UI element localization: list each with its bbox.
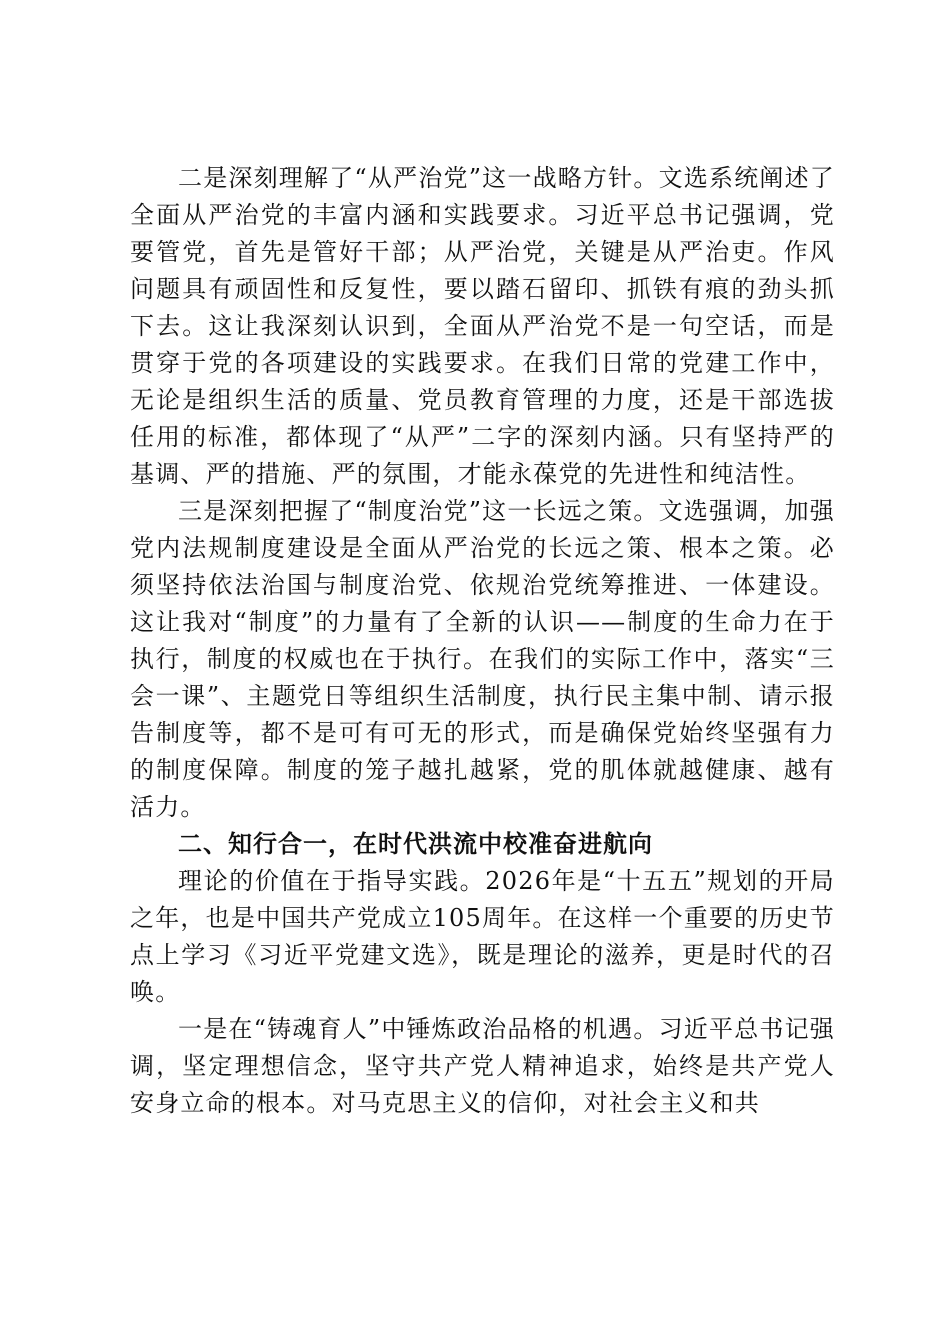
section-heading: 二、知行合一，在时代洪流中校准奋进航向 — [178, 830, 653, 858]
body-paragraph: 理论的价值在于指导实践。2026年是“十五五”规划的开局之年，也是中国共产党成立105周年。在这样一个重要的历史节点上学习《习近平党建文选》，既是理论的滋养，更是时代的召唤。 — [130, 867, 835, 1006]
body-paragraph: 一是在“铸魂育人”中锤炼政治品格的机遇。习近平总书记强调，坚定理想信念，坚守共产党人精神追求，始终是共产党人安身立命的根本。对马克思主义的信仰，对社会主义和共 — [130, 1015, 835, 1117]
body-paragraph: 三是深刻把握了“制度治党”这一长远之策。文选强调，加强党内法规制度建设是全面从严治党的长远之策、根本之策。必须坚持依法治国与制度治党、依规治党统筹推进、一体建设。这让我对“制度”的力量有了全新的认识——制度的生命力在于执行，制度的权威也在于执行。在我们的实际工作中，落实“三会一课”、主题党日等组织生活制度，执行民主集中制、请示报告制度等，都不是可有可无的形式，而是确保党始终坚强有力的制度保障。制度的笼子越扎越紧，党的肌体就越健康、越有活力。 — [130, 497, 835, 821]
document-page — [130, 160, 835, 1122]
body-paragraph: 二是深刻理解了“从严治党”这一战略方针。文选系统阐述了全面从严治党的丰富内涵和实践要求。习近平总书记强调，党要管党，首先是管好干部；从严治党，关键是从严治吏。作风问题具有顽固性和反复性，要以踏石留印、抓铁有痕的劲头抓下去。这让我深刻认识到，全面从严治党不是一句空话，而是贯穿于党的各项建设的实践要求。在我们日常的党建工作中，无论是组织生活的质量、党员教育管理的力度，还是干部选拔任用的标准，都体现了“从严”二字的深刻内涵。只有坚持严的基调、严的措施、严的氛围，才能永葆党的先进性和纯洁性。 — [130, 164, 835, 488]
